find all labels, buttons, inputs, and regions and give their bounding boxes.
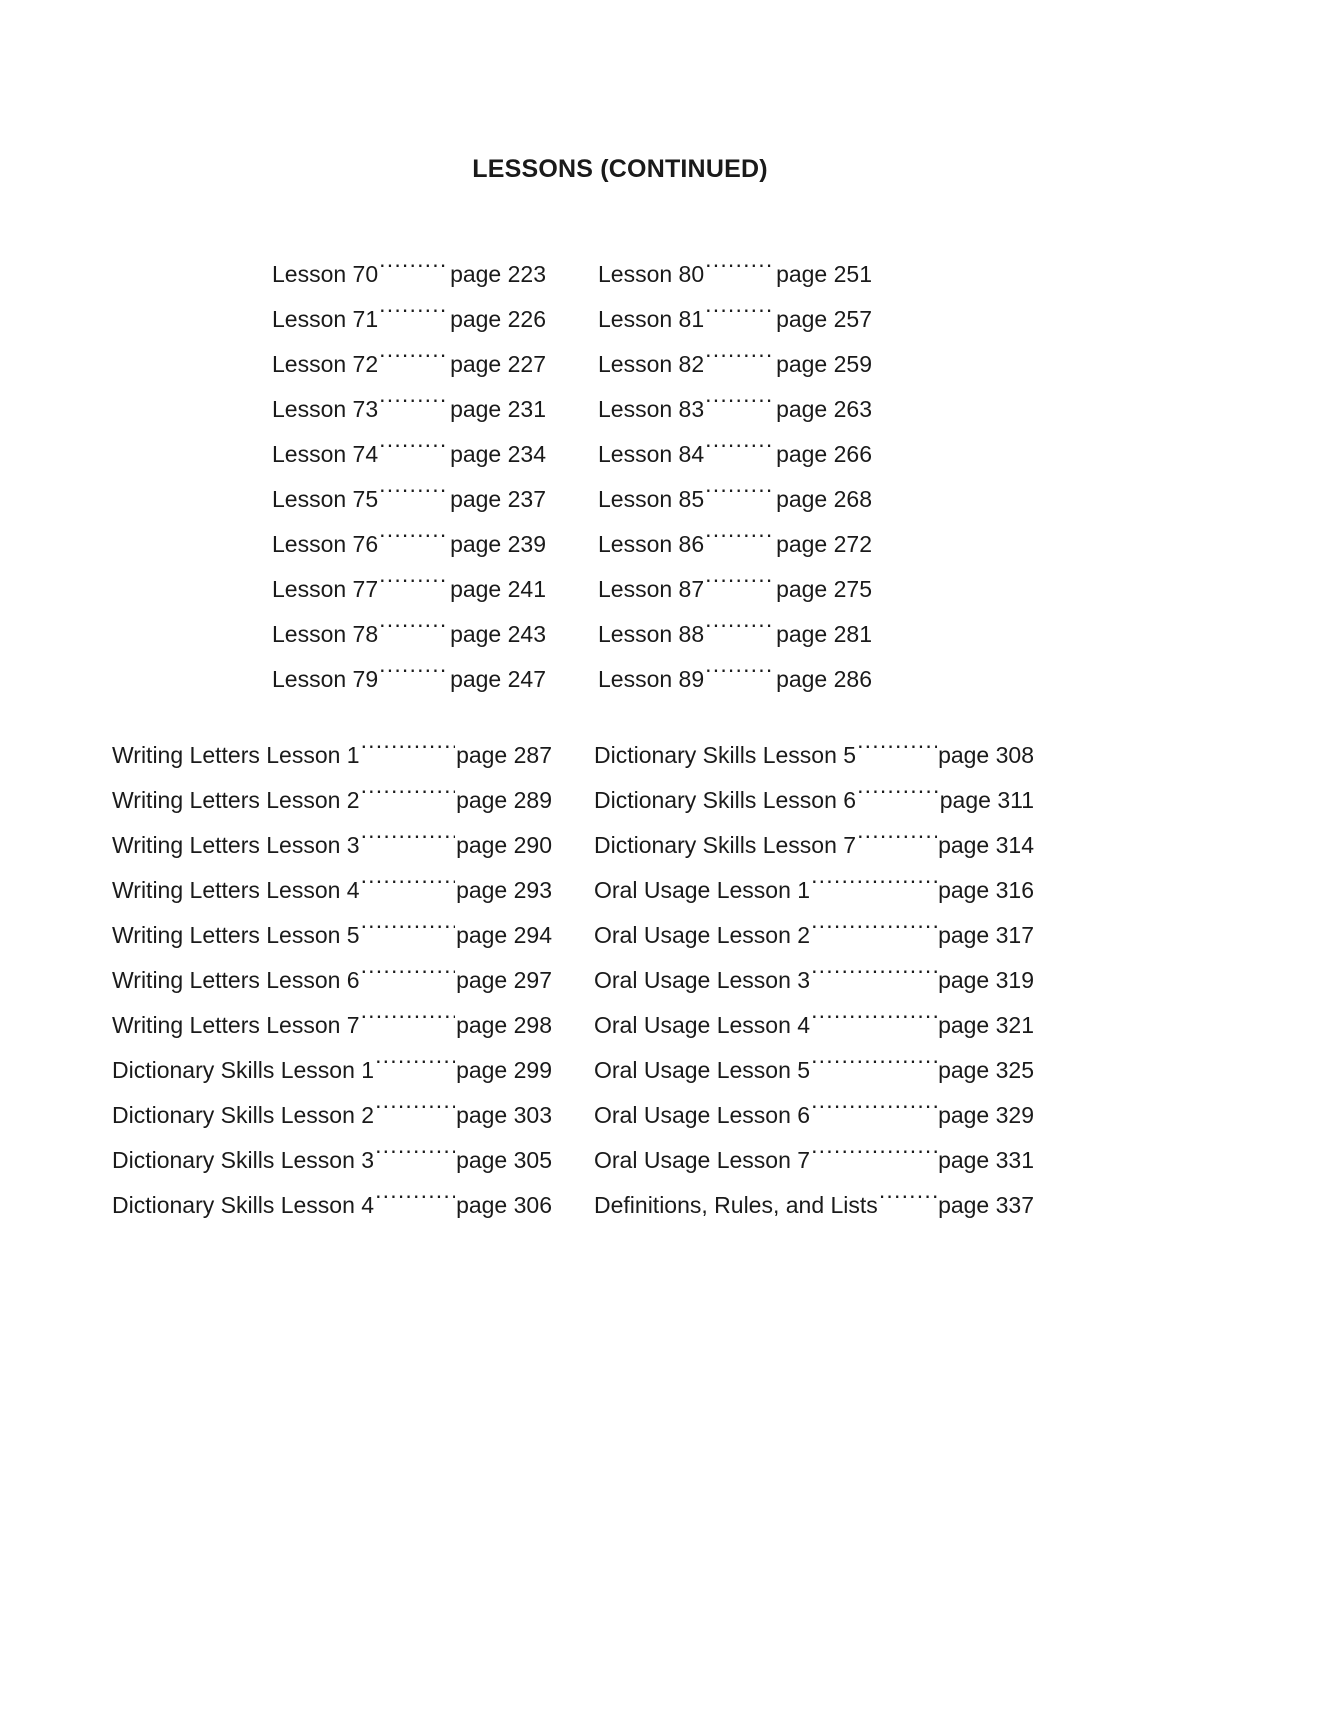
toc-entry[interactable]: [598, 342, 872, 387]
toc-entry-label: Dictionary Skills Lesson 2: [112, 1102, 375, 1128]
toc-leader-dots: [379, 664, 449, 687]
toc-entry-label: Dictionary Skills Lesson 1: [112, 1057, 375, 1083]
toc-entry-page: page 298: [456, 1012, 552, 1038]
toc-leader-dots: [379, 349, 449, 372]
toc-entry[interactable]: [594, 823, 1034, 868]
page-title: LESSONS (CONTINUED): [472, 155, 768, 183]
toc-entry-label: Writing Letters Lesson 2: [112, 787, 360, 813]
toc-leader-dots: [705, 664, 775, 687]
lessons-left-column: [272, 252, 546, 702]
toc-entry-label: Lesson 76: [272, 531, 379, 557]
toc-entry-page: page 331: [938, 1147, 1034, 1173]
toc-entry-label: Oral Usage Lesson 6: [594, 1102, 811, 1128]
toc-entry[interactable]: [598, 612, 872, 657]
toc-entry-label: Oral Usage Lesson 5: [594, 1057, 811, 1083]
toc-entry-label: Lesson 74: [272, 441, 379, 467]
toc-leader-dots: [857, 830, 937, 853]
toc-entry[interactable]: [272, 612, 546, 657]
toc-entry-label: Lesson 73: [272, 396, 379, 422]
lessons-entries-block: [272, 252, 872, 702]
toc-leader-dots: [379, 259, 449, 282]
toc-entry-label: Lesson 71: [272, 306, 379, 332]
toc-entry-page: page 227: [450, 351, 546, 377]
toc-entry-label: Lesson 83: [598, 396, 705, 422]
toc-entry-page: page 290: [456, 832, 552, 858]
toc-entry[interactable]: [598, 297, 872, 342]
toc-entry-label: Lesson 89: [598, 666, 705, 692]
toc-entry-page: page 226: [450, 306, 546, 332]
toc-entry-label: Definitions, Rules, and Lists: [594, 1192, 878, 1218]
toc-entry-page: page 263: [776, 396, 872, 422]
toc-entry[interactable]: [272, 567, 546, 612]
toc-entry-page: page 287: [456, 742, 552, 768]
toc-entry[interactable]: [112, 1048, 552, 1093]
toc-entry-label: Lesson 84: [598, 441, 705, 467]
toc-entry-label: Lesson 79: [272, 666, 379, 692]
toc-entry-label: Lesson 70: [272, 261, 379, 287]
toc-leader-dots: [375, 1055, 455, 1078]
toc-entry[interactable]: [594, 1183, 1034, 1228]
toc-entry-page: page 237: [450, 486, 546, 512]
toc-entry-label: Oral Usage Lesson 3: [594, 967, 811, 993]
toc-entry-label: Lesson 88: [598, 621, 705, 647]
toc-entry[interactable]: [594, 913, 1034, 958]
toc-entry-page: page 316: [938, 877, 1034, 903]
toc-entry[interactable]: [112, 1093, 552, 1138]
toc-entry-label: Dictionary Skills Lesson 3: [112, 1147, 375, 1173]
toc-entry[interactable]: [272, 657, 546, 702]
toc-leader-dots: [361, 830, 455, 853]
toc-entry[interactable]: [594, 1138, 1034, 1183]
toc-entry-page: page 231: [450, 396, 546, 422]
toc-entry[interactable]: [112, 913, 552, 958]
toc-entry-page: page 305: [456, 1147, 552, 1173]
toc-entry-page: page 243: [450, 621, 546, 647]
toc-entry[interactable]: [272, 522, 546, 567]
toc-entry-label: Lesson 80: [598, 261, 705, 287]
toc-entry-label: Oral Usage Lesson 4: [594, 1012, 811, 1038]
toc-leader-dots: [361, 785, 455, 808]
toc-entry-page: page 234: [450, 441, 546, 467]
toc-entry-page: page 314: [938, 832, 1034, 858]
toc-entry-page: page 311: [939, 787, 1034, 813]
toc-entry-page: page 266: [776, 441, 872, 467]
toc-leader-dots: [705, 574, 775, 597]
toc-leader-dots: [857, 785, 939, 808]
toc-entry-label: Dictionary Skills Lesson 4: [112, 1192, 375, 1218]
toc-entry-page: page 259: [776, 351, 872, 377]
toc-entry[interactable]: [594, 1003, 1034, 1048]
toc-leader-dots: [811, 1100, 937, 1123]
toc-entry[interactable]: [112, 868, 552, 913]
toc-entry[interactable]: [598, 567, 872, 612]
toc-entry-label: Lesson 75: [272, 486, 379, 512]
toc-entry[interactable]: [112, 1183, 552, 1228]
toc-leader-dots: [375, 1190, 455, 1213]
toc-leader-dots: [811, 1010, 937, 1033]
toc-entry[interactable]: [598, 657, 872, 702]
toc-entry-label: Lesson 72: [272, 351, 379, 377]
toc-entry-page: page 257: [776, 306, 872, 332]
toc-entry-page: page 275: [776, 576, 872, 602]
toc-entry[interactable]: [112, 823, 552, 868]
toc-leader-dots: [705, 304, 775, 327]
toc-entry-page: page 321: [938, 1012, 1034, 1038]
toc-entry[interactable]: [598, 477, 872, 522]
toc-leader-dots: [705, 439, 775, 462]
toc-entry[interactable]: [594, 868, 1034, 913]
toc-leader-dots: [379, 619, 449, 642]
toc-entry-page: page 272: [776, 531, 872, 557]
toc-entry-page: page 325: [938, 1057, 1034, 1083]
toc-entry[interactable]: [112, 1138, 552, 1183]
toc-entry-label: Oral Usage Lesson 7: [594, 1147, 811, 1173]
toc-entry-label: Oral Usage Lesson 2: [594, 922, 811, 948]
toc-entry-page: page 293: [456, 877, 552, 903]
toc-entry-page: page 289: [456, 787, 552, 813]
toc-entry-page: page 241: [450, 576, 546, 602]
toc-entry-page: page 294: [456, 922, 552, 948]
toc-entry-label: Lesson 82: [598, 351, 705, 377]
toc-entry[interactable]: [272, 342, 546, 387]
toc-leader-dots: [379, 529, 449, 552]
lessons-right-column: [598, 252, 872, 702]
toc-leader-dots: [811, 1055, 937, 1078]
toc-entry[interactable]: [272, 477, 546, 522]
toc-leader-dots: [811, 1145, 937, 1168]
toc-entry-label: Writing Letters Lesson 7: [112, 1012, 360, 1038]
toc-entry-label: Writing Letters Lesson 3: [112, 832, 360, 858]
toc-entry[interactable]: [594, 1093, 1034, 1138]
toc-entry-label: Oral Usage Lesson 1: [594, 877, 811, 903]
toc-entry[interactable]: [598, 522, 872, 567]
toc-entry-label: Writing Letters Lesson 6: [112, 967, 360, 993]
toc-leader-dots: [379, 574, 449, 597]
toc-entry-label: Dictionary Skills Lesson 7: [594, 832, 857, 858]
toc-entry-label: Lesson 87: [598, 576, 705, 602]
toc-entry-page: page 286: [776, 666, 872, 692]
toc-entry-label: Lesson 86: [598, 531, 705, 557]
toc-leader-dots: [705, 349, 775, 372]
toc-entry-page: page 239: [450, 531, 546, 557]
toc-leader-dots: [879, 1190, 937, 1213]
toc-leader-dots: [811, 920, 937, 943]
toc-entry[interactable]: [594, 1048, 1034, 1093]
toc-entry-label: Lesson 81: [598, 306, 705, 332]
toc-entry-page: page 329: [938, 1102, 1034, 1128]
special-sections-block: [112, 733, 1034, 1228]
toc-entry-page: page 308: [938, 742, 1034, 768]
toc-entry[interactable]: [594, 733, 1034, 778]
toc-leader-dots: [361, 740, 455, 763]
toc-leader-dots: [361, 965, 455, 988]
toc-entry-page: page 303: [456, 1102, 552, 1128]
toc-entry-page: page 223: [450, 261, 546, 287]
toc-leader-dots: [705, 484, 775, 507]
toc-leader-dots: [705, 394, 775, 417]
toc-entry-page: page 268: [776, 486, 872, 512]
toc-leader-dots: [811, 875, 937, 898]
toc-entry[interactable]: [272, 252, 546, 297]
toc-leader-dots: [857, 740, 937, 763]
toc-leader-dots: [811, 965, 937, 988]
toc-entry[interactable]: [594, 958, 1034, 1003]
toc-leader-dots: [361, 920, 455, 943]
toc-entry[interactable]: [112, 733, 552, 778]
toc-entry-page: page 297: [456, 967, 552, 993]
toc-leader-dots: [379, 439, 449, 462]
toc-leader-dots: [375, 1145, 455, 1168]
toc-entry[interactable]: [272, 387, 546, 432]
toc-entry-label: Dictionary Skills Lesson 5: [594, 742, 857, 768]
toc-entry[interactable]: [594, 778, 1034, 823]
toc-entry-label: Dictionary Skills Lesson 6: [594, 787, 857, 813]
toc-entry[interactable]: [272, 432, 546, 477]
toc-leader-dots: [361, 875, 455, 898]
toc-entry-page: page 337: [938, 1192, 1034, 1218]
toc-entry-label: Writing Letters Lesson 5: [112, 922, 360, 948]
toc-leader-dots: [375, 1100, 455, 1123]
toc-entry[interactable]: [272, 297, 546, 342]
toc-entry[interactable]: [598, 387, 872, 432]
toc-entry-page: page 247: [450, 666, 546, 692]
toc-leader-dots: [379, 304, 449, 327]
toc-entry[interactable]: [112, 958, 552, 1003]
toc-leader-dots: [379, 394, 449, 417]
toc-entry[interactable]: [112, 1003, 552, 1048]
toc-entry-page: page 317: [938, 922, 1034, 948]
toc-entry-label: Writing Letters Lesson 1: [112, 742, 360, 768]
special-sections-left-column: [112, 733, 552, 1228]
toc-entry[interactable]: [598, 432, 872, 477]
toc-entry-label: Lesson 78: [272, 621, 379, 647]
toc-entry-label: Lesson 85: [598, 486, 705, 512]
toc-entry-label: Lesson 77: [272, 576, 379, 602]
toc-entry[interactable]: [112, 778, 552, 823]
toc-entry-page: page 306: [456, 1192, 552, 1218]
toc-leader-dots: [705, 619, 775, 642]
toc-entry-page: page 319: [938, 967, 1034, 993]
special-sections-right-column: [594, 733, 1034, 1228]
toc-leader-dots: [705, 259, 775, 282]
toc-leader-dots: [361, 1010, 455, 1033]
toc-entry-page: page 299: [456, 1057, 552, 1083]
toc-entry-page: page 281: [776, 621, 872, 647]
toc-entry-page: page 251: [776, 261, 872, 287]
toc-leader-dots: [705, 529, 775, 552]
toc-entry-label: Writing Letters Lesson 4: [112, 877, 360, 903]
toc-entry[interactable]: [598, 252, 872, 297]
toc-leader-dots: [379, 484, 449, 507]
